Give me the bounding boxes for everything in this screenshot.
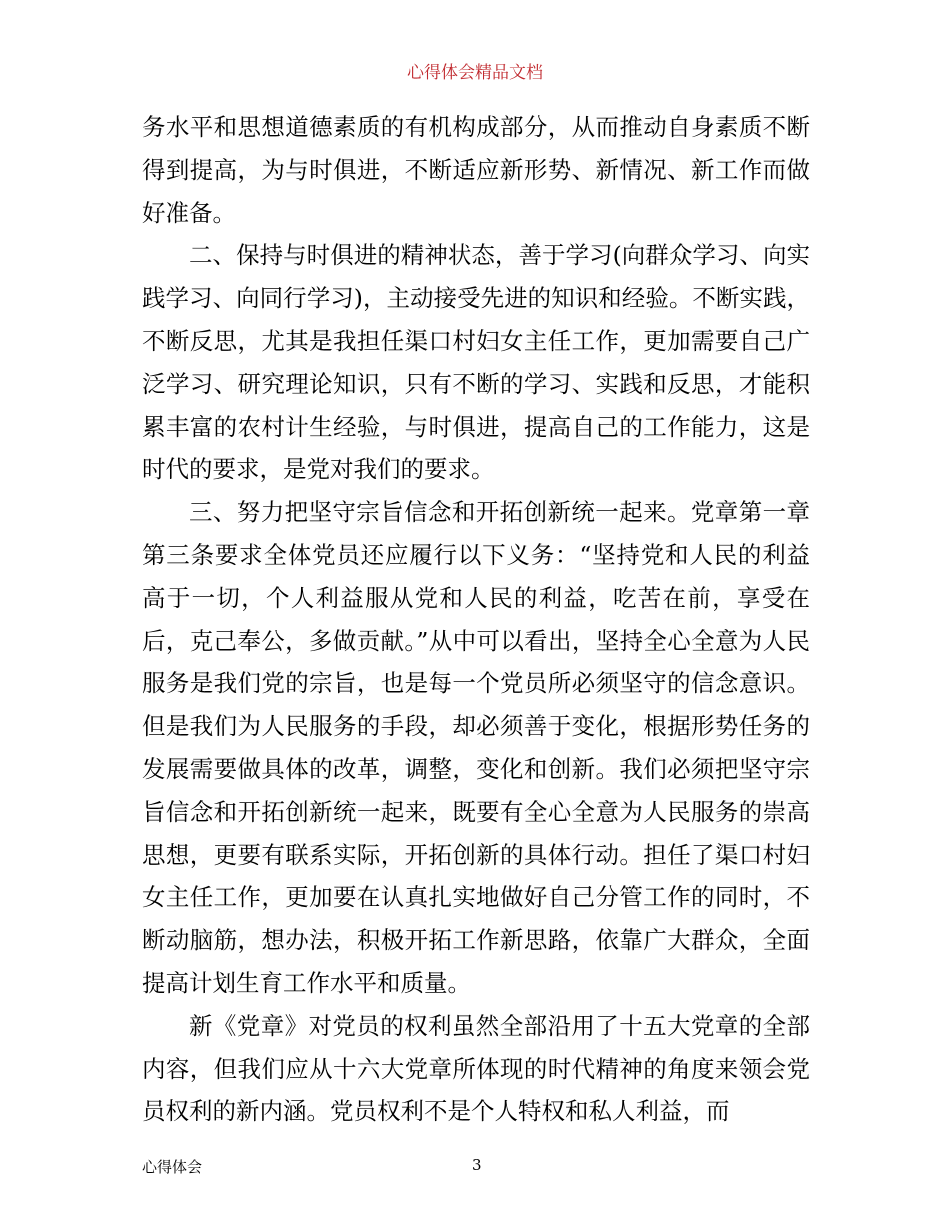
- paragraph-section-two: 二、保持与时俱进的精神状态，善于学习(向群众学习、向实践学习、向同行学习)，主动接受先进的知识和经验。不断实践，不断反思，尤其是我担任渠口村妇女主任工作，更加需要自己广泛学习、研究理论知识，只有不断的学习、实践和反思，才能积累丰富的农村计生经验，与时俱进，提高自己的工作能力，这是时代的要求，是党对我们的要求。: [142, 241, 810, 484]
- paragraph-continued: 务水平和思想道德素质的有机构成部分，从而推动自身素质不断得到提高，为与时俱进，不断适应新形势、新情况、新工作而做好准备。: [142, 113, 810, 227]
- page-number: 3: [472, 1156, 482, 1174]
- paragraph-party-rights: 新《党章》对党员的权利虽然全部沿用了十五大党章的全部内容，但我们应从十六大党章所体现的时代精神的角度来领会党员权利的新内涵。党员权利不是个人特权和私人利益，而: [142, 1011, 810, 1126]
- footer-label: 心得体会: [142, 1158, 203, 1176]
- document-body: [142, 106, 810, 1133]
- paragraph-section-three: 三、努力把坚守宗旨信念和开拓创新统一起来。党章第一章第三条要求全体党员还应履行以下义务：“坚持党和人民的利益高于一切，个人利益服从党和人民的利益，吃苦在前，享受在后，克己奉公，多做贡献。”从中可以看出，坚持全心全意为人民服务是我们党的宗旨，也是每一个党员所必须坚守的信念意识。但是我们为人民服务的手段，却必须善于变化，根据形势任务的发展需要做具体的改革，调整，变化和创新。我们必须把坚守宗旨信念和开拓创新统一起来，既要有全心全意为人民服务的崇高思想，更要有联系实际，开拓创新的具体行动。担任了渠口村妇女主任工作，更加要在认真扎实地做好自己分管工作的同时，不断动脑筋，想办法，积极开拓工作新思路，依靠广大群众，全面提高计划生育工作水平和质量。: [142, 498, 810, 997]
- page-header-title: 心得体会精品文档: [407, 63, 543, 83]
- page-footer: [142, 1156, 810, 1178]
